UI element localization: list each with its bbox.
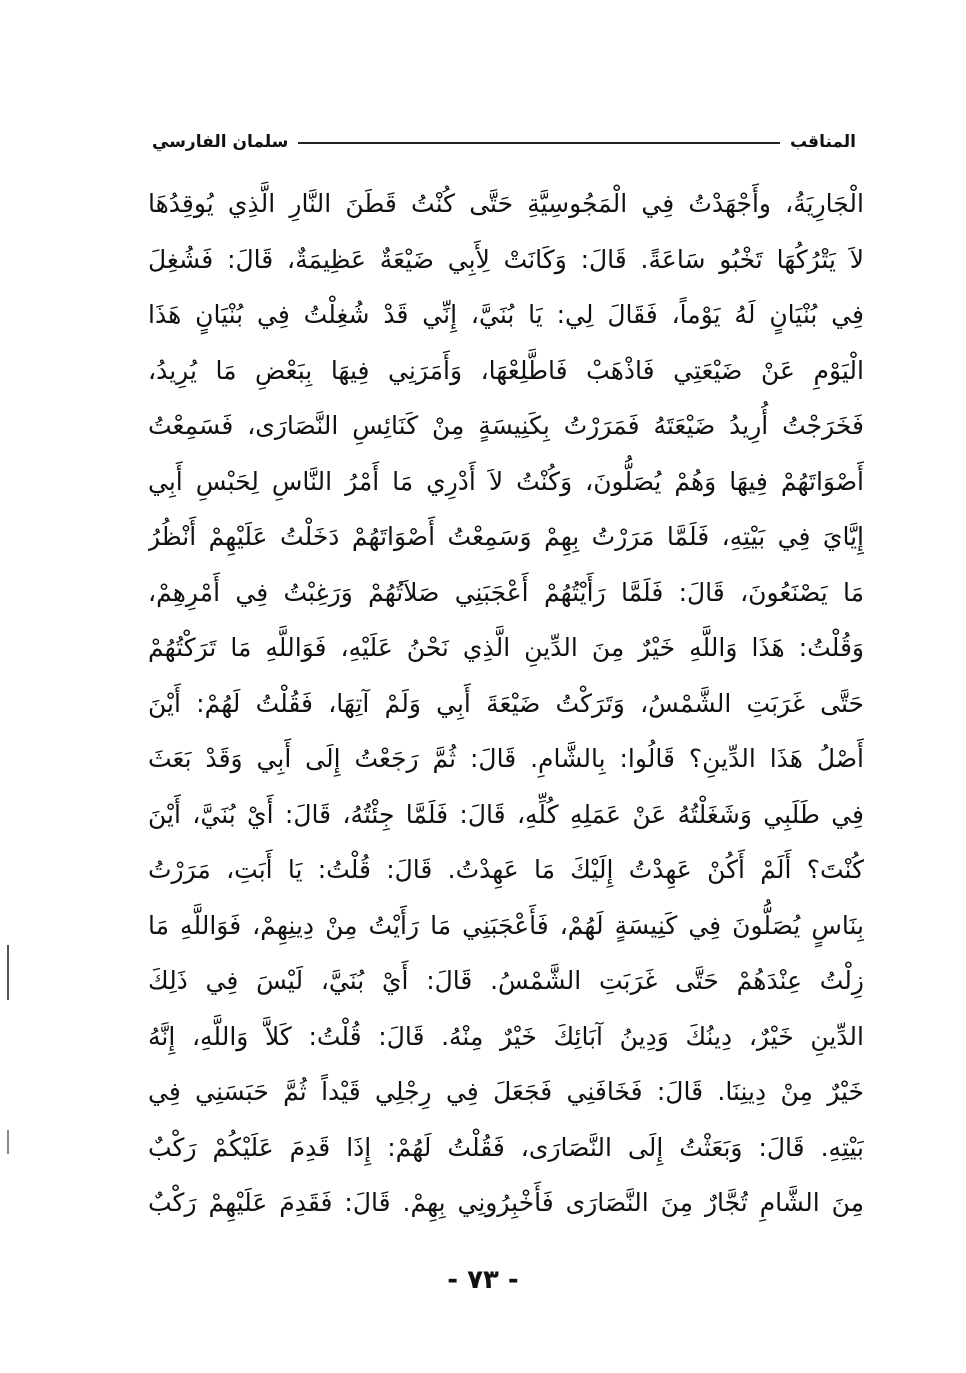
text-line: الْيَوْمِ عَنْ ضَيْعَتِي فَاذْهَبْ فَاطَّلِعْهَا، وَأَمَرَنِي فِيهَا بِبَعْضِ مَا يُرِيدُ،	[148, 355, 864, 385]
text-line: مِنَ الشَّامِ تُجَّارٌ مِنَ النَّصَارَى فَأَخْبِرُونِي بِهِمْ. قَالَ: فَقَدِمَ عَلَيْهِمْ رَكْبٌ	[148, 1188, 864, 1217]
body-text	[148, 176, 864, 1231]
scan-margin-mark	[7, 945, 9, 1000]
text-line: بِنَاسٍ يُصَلُّونَ فِي كَنِيسَةٍ لَهُمْ، فَأَعْجَبَنِي مَا رَأَيْتُ مِنْ دِينِهِمْ، فَوَاللَّهِ مَا	[148, 910, 864, 940]
text-line: مَا يَصْنَعُونَ، قَالَ: فَلَمَّا رَأَيْتُهُمْ أَعْجَبَنِي صَلاَتُهُمْ وَرَغِبْتُ فِي أَمْرِهِمْ،	[148, 577, 864, 607]
text-line: لاَ يَتْرُكُهَا تَخْبُو سَاعَةً. قَالَ: وَكَانَتْ لِأَبِي ضَيْعَةٌ عَظِيمَةٌ، قَالَ: فَشُغِلَ	[148, 244, 864, 274]
text-line: كُنْتَ؟ أَلَمْ أَكُنْ عَهِدْتُ إِلَيْكَ مَا عَهِدْتُ. قَالَ: قُلْتُ: يَا أَبَتِ، مَرَرْتُ	[148, 855, 864, 884]
scan-margin-mark	[7, 1130, 9, 1154]
header-chapter-title: سلمان الفارسي	[152, 132, 289, 152]
page-number: - ٧٣ -	[447, 1265, 519, 1295]
text-line: بَيْتِهِ. قَالَ: وَبَعَثْتُ إِلَى النَّصَارَى، فَقُلْتُ لَهُمْ: إِذَا قَدِمَ عَلَيْكُمْ رَكْبٌ	[148, 1132, 864, 1162]
text-line: خَيْرٌ مِنْ دِينِنَا. قَالَ: فَخَافَنِي فَجَعَلَ فِي رِجْلِي قَيْداً ثُمَّ حَبَسَنِي فِي	[148, 1077, 864, 1106]
text-line: فِي بُنْيَانٍ لَهُ يَوْماً، فَقَالَ لِي: يَا بُنَيَّ، إِنِّي قَدْ شُغِلْتُ فِي بُنْيَانٍ هَذَا	[148, 300, 864, 329]
text-line: إِيَّايَ فِي بَيْتِهِ، فَلَمَّا مَرَرْتُ بِهِمْ وَسَمِعْتُ أَصْوَاتَهُمْ دَخَلْتُ عَلَيْهِمْ أَنْظُرُ	[148, 522, 864, 551]
text-line: فِي طَلَبِي وَشَغَلْتُهُ عَنْ عَمَلِهِ كُلِّهِ، قَالَ: فَلَمَّا جِئْتُهُ، قَالَ: أَيْ بُنَيَّ، أَيْنَ	[148, 799, 864, 829]
text-line: الْجَارِيَةُ، وأَجْهَدْتُ فِي الْمَجُوسِيَّةِ حَتَّى كُنْتُ قَطَنَ النَّارِ الَّذِي يُوقِدُهَا	[148, 189, 864, 218]
text-line: أَصْوَاتَهُمْ فِيهَا وَهُمْ يُصَلُّونَ، وَكُنْتُ لاَ أَدْرِي مَا أَمْرُ النَّاسِ لِحَبْسِ أَبِي	[148, 466, 864, 496]
text-line: أَصْلُ هَذَا الدِّينِ؟ قَالُوا: بِالشَّامِ. قَالَ: ثُمَّ رَجَعْتُ إِلَى أَبِي وَقَدْ بَعَثَ	[148, 744, 864, 773]
header-book-title: المناقب	[789, 132, 856, 152]
text-line: وَقُلْتُ: هَذَا وَاللَّهِ خَيْرٌ مِنَ الدِّينِ الَّذِي نَحْنُ عَلَيْهِ، فَوَاللَّهِ مَا تَرَكْتُهُمْ	[148, 633, 864, 662]
text-line: زِلْتُ عِنْدَهُمْ حَتَّى غَرَبَتِ الشَّمْسُ. قَالَ: أَيْ بُنَيَّ، لَيْسَ فِي ذَلِكَ	[148, 966, 864, 995]
running-header	[152, 122, 856, 162]
text-line: حَتَّى غَرَبَتِ الشَّمْسُ، وَتَرَكْتُ ضَيْعَةَ أَبِي وَلَمْ آتِهَا، فَقُلْتُ لَهُمْ: أَيْنَ	[148, 688, 864, 718]
text-line: فَخَرَجْتُ أُرِيدُ ضَيْعَتَهُ فَمَرَرْتُ بِكَنِيسَةٍ مِنْ كَنَائِسِ النَّصَارَى، فَسَمِعْتُ	[148, 411, 864, 440]
header-rule	[298, 142, 780, 144]
text-line: الدِّينِ خَيْرٌ، دِينُكَ وَدِينُ آبَائِكَ خَيْرٌ مِنْهُ. قَالَ: قُلْتُ: كَلاَّ وَاللَّهِ، إِنَّهُ	[148, 1021, 864, 1051]
